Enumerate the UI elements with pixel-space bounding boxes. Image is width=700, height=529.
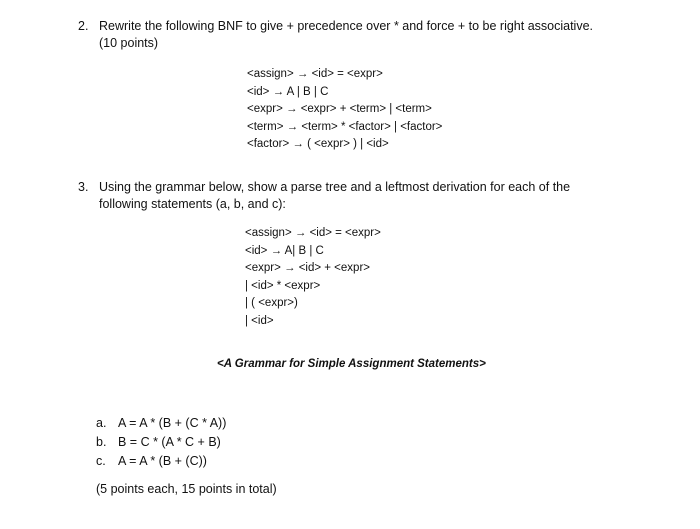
grammar-rule: <id> → A | B | C bbox=[247, 85, 329, 98]
statement-item bbox=[96, 433, 226, 452]
question-3-number: 3. bbox=[78, 180, 89, 194]
question-2-prompt-line-1: Rewrite the following BNF to give + precedence over * and force + to be right associative. bbox=[99, 19, 594, 33]
statement-label: b. bbox=[96, 435, 107, 449]
question-2-grammar bbox=[247, 66, 442, 154]
statement-item bbox=[96, 452, 226, 471]
grammar-rule: | <id> * <expr> bbox=[245, 279, 321, 292]
grammar-caption: <A Grammar for Simple Assignment Statements> bbox=[217, 358, 486, 370]
grammar-rule: <factor> → ( <expr> ) | <id> bbox=[247, 138, 389, 150]
question-2 bbox=[78, 18, 678, 52]
grammar-rule: <term> → <term> * <factor> | <factor> bbox=[247, 120, 443, 133]
statement-text: A = A * (B + (C)) bbox=[118, 454, 207, 468]
statement-text: A = A * (B + (C * A)) bbox=[118, 416, 227, 430]
grammar-rule: | ( <expr>) bbox=[245, 297, 298, 309]
grammar-rule: | <id> bbox=[245, 314, 274, 327]
statement-label: a. bbox=[96, 416, 107, 430]
statement-item bbox=[96, 414, 226, 433]
statement-label: c. bbox=[96, 454, 106, 468]
question-2-number: 2. bbox=[78, 19, 89, 33]
grammar-rule: <expr> → <id> + <expr> bbox=[245, 262, 370, 274]
grammar-rule: <assign> → <id> = <expr> bbox=[245, 227, 381, 239]
question-3-prompt-line-2: following statements (a, b, and c): bbox=[99, 197, 286, 211]
grammar-rule: <assign> → <id> = <expr> bbox=[247, 68, 383, 80]
question-3-grammar bbox=[245, 225, 381, 330]
grammar-rule: <id> → A| B | C bbox=[245, 244, 324, 257]
points-note: (5 points each, 15 points in total) bbox=[96, 482, 277, 496]
question-2-points: (10 points) bbox=[99, 36, 159, 50]
question-3-prompt-line-1: Using the grammar below, show a parse tree and a leftmost derivation for each of the bbox=[99, 180, 571, 194]
statement-list bbox=[96, 414, 226, 471]
question-3 bbox=[78, 179, 678, 213]
statement-text: B = C * (A * C + B) bbox=[118, 435, 221, 449]
grammar-rule: <expr> → <expr> + <term> | <term> bbox=[247, 103, 432, 115]
